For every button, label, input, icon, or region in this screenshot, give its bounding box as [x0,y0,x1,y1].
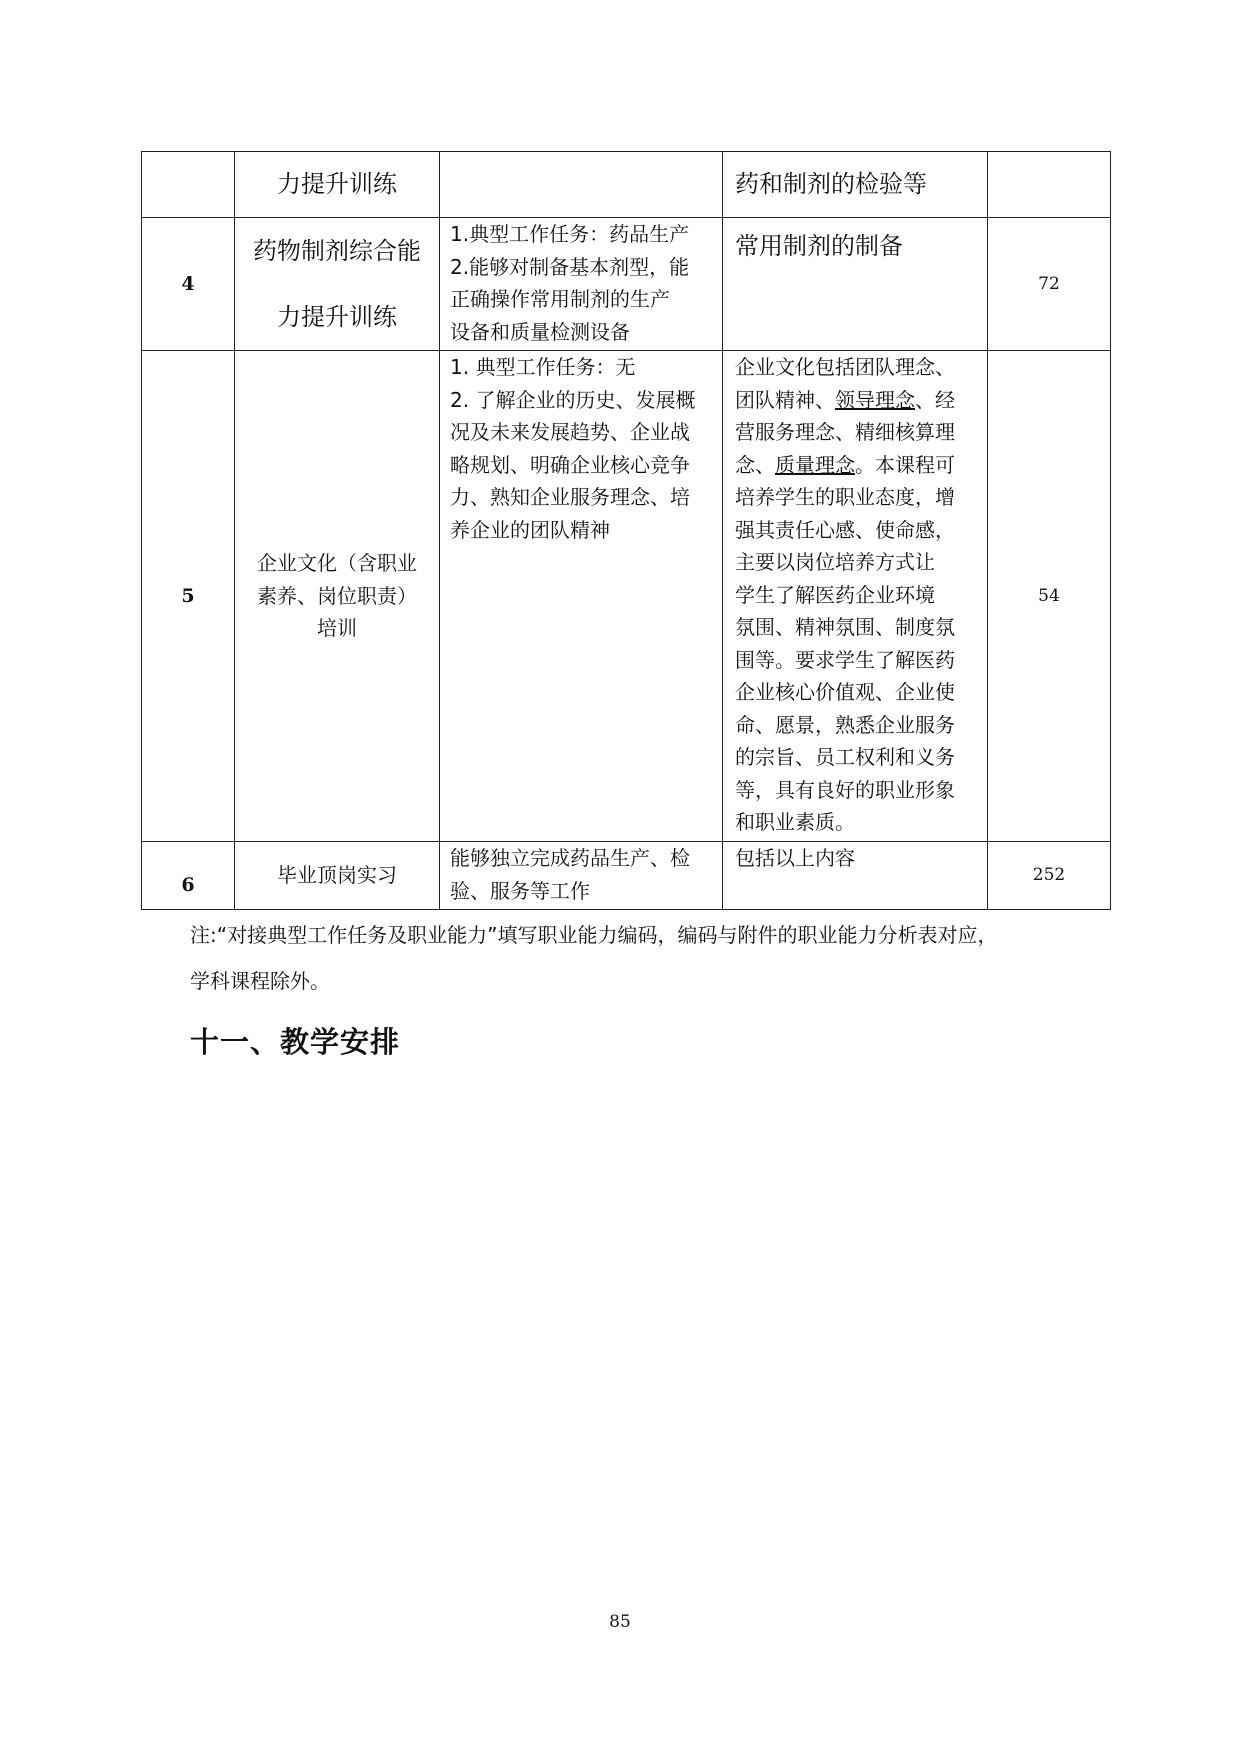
page-number: 85 [609,1612,631,1632]
task-line: 正确操作常用制剂的生产 [450,287,670,311]
content-line: 药和制剂的检验等 [735,170,927,199]
task-line: 验、服务等工作 [450,878,590,903]
task-line: 2.能够对制备基本剂型，能 [450,254,690,279]
content-line: 强其责任心感、使命感， [735,517,955,542]
course-name-line: 力提升训练 [277,303,397,331]
content-line: 围等。要求学生了解医药 [735,647,955,672]
hours-cell: 252 [988,842,1111,910]
underlined-term: 领导理念 [835,387,915,412]
content-line: 学生了解医药企业环境 [735,582,935,607]
hours-cell [988,152,1111,218]
course-name-cell [235,351,440,842]
content-cell [723,218,988,351]
content-cell [723,842,988,910]
task-line: 设备和质量检测设备 [450,319,630,344]
task-line: 况及未来发展趋势、企业战 [450,420,690,444]
content-line: 念、质量理念。本课程可 [735,452,955,477]
task-line: 能够独立完成药品生产、检 [450,846,690,870]
table-row [142,152,1111,218]
task-cell [440,842,723,910]
course-name-line: 毕业顶岗实习 [277,863,397,888]
content-line: 和职业素质。 [735,810,855,834]
table-row [142,842,1111,910]
content-line: 营服务理念、精细核算理 [735,420,955,444]
curriculum-table [141,151,1111,910]
content-line: 氛围、精神氛围、制度氛 [735,615,955,639]
course-name-line: 企业文化（含职业 [257,551,417,576]
content-line: 包括以上内容 [735,846,855,870]
content-line: 等，具有良好的职业形象 [735,777,955,802]
task-line: 力、熟知企业服务理念、培 [450,485,690,509]
table-note: 注:“对接典型工作任务及职业能力”填写职业能力编码，编码与附件的职业能力分析表对应， [190,923,998,947]
content-cell [723,351,988,842]
content-line: 的宗旨、员工权利和义务 [735,745,955,769]
content-line: 团队精神、领导理念、经 [735,387,955,412]
course-name-cell [235,152,440,218]
task-cell [440,152,723,218]
content-line: 企业核心价值观、企业使 [735,680,955,704]
course-name-cell [235,842,440,910]
task-cell [440,351,723,842]
row-number-cell: 6 [142,842,235,910]
hours-cell: 54 [988,351,1111,842]
hours-cell: 72 [988,218,1111,351]
course-name-line: 力提升训练 [277,170,397,199]
task-line: 略规划、明确企业核心竞争 [450,452,690,477]
row-number-cell [142,152,235,218]
task-line: 1. 典型工作任务：无 [450,355,636,379]
content-line: 企业文化包括团队理念、 [735,355,955,379]
content-cell [723,152,988,218]
course-name-cell [235,218,440,351]
section-heading: 十一、教学安排 [190,1025,401,1059]
content-line: 培养学生的职业态度，增 [735,485,955,509]
table-row [142,351,1111,842]
content-line: 常用制剂的制备 [735,232,903,260]
task-cell [440,218,723,351]
course-name-line: 素养、岗位职责） [257,583,417,608]
task-line: 养企业的团队精神 [450,517,610,542]
table-note-continued: 学科课程除外。 [190,969,330,993]
task-line: 1.典型工作任务：药品生产 [450,222,690,246]
course-name-line: 培训 [317,616,357,641]
course-name-line: 药物制剂综合能 [253,237,421,265]
table-row [142,218,1111,351]
row-number-cell: 4 [142,218,235,351]
underlined-term: 质量理念 [775,452,855,477]
row-number-cell: 5 [142,351,235,842]
content-line: 主要以岗位培养方式让 [735,550,935,574]
content-line: 命、愿景，熟悉企业服务 [735,712,955,737]
task-line: 2. 了解企业的历史、发展概 [450,387,696,412]
